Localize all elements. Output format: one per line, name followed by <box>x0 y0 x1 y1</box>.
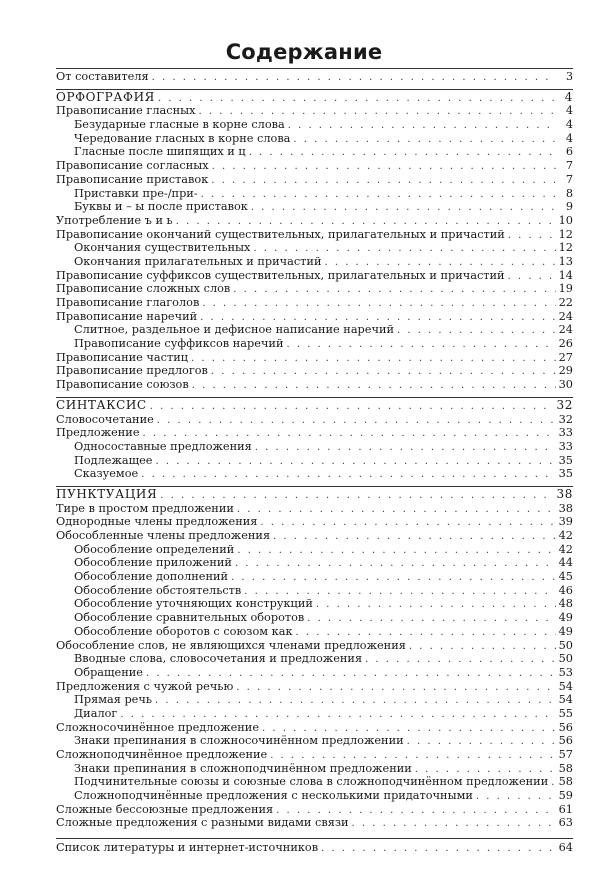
toc-page-number: 4 <box>565 118 573 132</box>
toc-leader-dots <box>160 489 553 503</box>
toc-entry <box>56 775 573 789</box>
toc-leader-dots <box>152 71 556 85</box>
toc-entry <box>56 145 573 159</box>
toc-entry <box>56 173 573 187</box>
toc-entry-title: Предложение <box>56 426 140 440</box>
toc-page-number: 59 <box>558 789 573 803</box>
toc-page-number: 12 <box>558 227 573 241</box>
toc-page-number: 8 <box>565 186 573 200</box>
toc-entry <box>56 241 573 255</box>
toc-entry <box>56 666 573 680</box>
toc-entry-title: ПУНКТУАЦИЯ <box>56 486 158 501</box>
toc-leader-dots <box>365 653 556 667</box>
toc-leader-dots <box>273 530 556 544</box>
toc-entry-title: Окончания существительных <box>74 241 251 255</box>
toc-entry <box>56 515 573 529</box>
toc-page-number: 4 <box>564 89 573 104</box>
toc-leader-dots <box>262 722 556 736</box>
toc-leader-dots <box>200 311 555 325</box>
toc-page-number: 39 <box>558 515 573 529</box>
toc-leader-dots <box>253 242 555 256</box>
toc-group <box>56 397 573 481</box>
toc-leader-dots <box>150 400 554 414</box>
toc-leader-dots <box>276 804 555 818</box>
toc-page-number: 7 <box>565 172 573 186</box>
toc-page-number: 27 <box>558 350 573 364</box>
toc-leader-dots <box>249 146 556 160</box>
toc-page-number: 4 <box>565 104 573 118</box>
toc-entry <box>56 323 573 337</box>
toc-entry-title: СИНТАКСИС <box>56 397 147 412</box>
toc-entry-title: Обособление слов, не являющихся членами предложения <box>56 638 406 652</box>
toc-leader-dots <box>296 626 556 640</box>
toc-entry <box>56 255 573 269</box>
toc-leader-dots <box>233 283 555 297</box>
toc-entry-title: ОРФОГРАФИЯ <box>56 89 155 104</box>
toc-entry-title: Вводные слова, словосочетания и предложения <box>74 652 363 666</box>
toc-page-number: 53 <box>558 665 573 679</box>
toc-entry <box>56 228 573 242</box>
toc-leader-dots <box>141 468 555 482</box>
toc-entry-title: Обособление дополнений <box>74 570 229 584</box>
toc-page-number: 49 <box>558 611 573 625</box>
toc-entry <box>56 200 573 214</box>
toc-entry-title: Правописание союзов <box>56 378 189 392</box>
toc-page-number: 63 <box>558 816 573 830</box>
toc-page-number: 35 <box>558 467 573 481</box>
toc-leader-dots <box>270 749 555 763</box>
toc-page-number: 4 <box>565 131 573 145</box>
toc-entry <box>56 841 573 855</box>
toc-entry-title: Односоставные предложения <box>74 439 252 453</box>
toc-page-number: 56 <box>558 734 573 748</box>
toc-entry-title: Обособление определений <box>74 542 235 556</box>
toc-leader-dots <box>237 544 555 558</box>
toc-page-number: 57 <box>558 748 573 761</box>
toc-entry <box>56 187 573 201</box>
toc-leader-dots <box>231 571 556 585</box>
toc-entry-title: Сложные бессоюзные предложения <box>56 802 274 816</box>
toc-entry <box>56 570 573 584</box>
toc-entry <box>56 639 573 653</box>
toc-entry <box>56 707 573 721</box>
toc-leader-dots <box>316 598 556 612</box>
toc-page-number: 32 <box>556 397 573 412</box>
toc-entry <box>56 70 573 84</box>
toc-entry <box>56 351 573 365</box>
toc-entry <box>56 748 573 762</box>
toc-entry <box>56 132 573 146</box>
toc-entry <box>56 214 573 228</box>
toc-page-number: 38 <box>556 486 573 501</box>
toc-leader-dots <box>157 414 556 428</box>
toc-page-number: 50 <box>558 652 573 666</box>
toc-entry <box>56 269 573 283</box>
toc-page-number: 54 <box>558 693 573 707</box>
toc-entry-title: От составителя <box>56 70 149 83</box>
toc-entry-title: Правописание глаголов <box>56 296 200 309</box>
toc-entry-title: Окончания прилагательных и причастий <box>74 254 322 268</box>
toc-leader-dots <box>508 229 556 243</box>
toc-section-heading <box>56 488 573 502</box>
toc-entry-title: Прямая речь <box>74 693 152 707</box>
toc-entry-title: Правописание окончаний существительных, прилагательных и причастий <box>56 227 505 241</box>
toc-page-number: 32 <box>558 412 573 426</box>
toc-entry-title: Список литературы и интернет-источников <box>56 841 319 855</box>
toc-entry-title: Правописание суффиксов наречий <box>74 337 284 351</box>
toc-entry <box>56 680 573 694</box>
toc-group <box>56 838 573 855</box>
toc-entry <box>56 310 573 324</box>
toc-page-number: 26 <box>558 337 573 351</box>
toc-entry-title: Знаки препинания в сложносочинённом предложении <box>74 734 404 748</box>
toc-group <box>56 486 573 830</box>
toc-entry-title: Правописание гласных <box>56 104 196 118</box>
toc-entry-title: Обособление сравнительных оборотов <box>74 611 305 625</box>
toc-page-number: 42 <box>558 542 573 556</box>
toc-entry-title: Диалог <box>74 706 118 720</box>
toc-entry-title: Подчинительные союзы и союзные слова в сложноподчинённом предложении <box>74 775 549 789</box>
toc-leader-dots <box>212 160 556 174</box>
toc-leader-dots <box>415 763 556 777</box>
toc-page-number: 9 <box>565 200 573 214</box>
toc-entry <box>56 440 573 454</box>
toc-entry-title: Однородные члены предложения <box>56 515 258 529</box>
toc-leader-dots <box>236 681 555 695</box>
toc-entry <box>56 364 573 378</box>
toc-leader-dots <box>409 640 556 654</box>
toc-page-number: 55 <box>558 706 573 720</box>
toc-entry-title: Обособление уточняющих конструкций <box>74 597 313 611</box>
toc-page-number: 33 <box>558 439 573 453</box>
toc-entry <box>56 426 573 440</box>
toc-page-number: 61 <box>558 802 573 816</box>
toc-entry-title: Сложносочинённое предложение <box>56 720 260 734</box>
toc-entry-title: Слитное, раздельное и дефисное написание наречий <box>74 323 394 337</box>
toc-leader-dots <box>407 735 556 749</box>
toc-entry <box>56 721 573 735</box>
toc-entry-title: Правописание согласных <box>56 159 209 173</box>
toc-entry <box>56 734 573 748</box>
toc-leader-dots <box>158 92 556 106</box>
toc-leader-dots <box>120 708 555 722</box>
toc-entry-title: Безударные гласные в корне слова <box>74 118 285 132</box>
toc-leader-dots <box>324 256 555 270</box>
toc-page-number: 64 <box>558 841 573 855</box>
toc-leader-dots <box>321 842 556 856</box>
toc-entry <box>56 693 573 707</box>
toc-entry-title: Тире в простом предложении <box>56 501 234 515</box>
page-title: Содержание <box>225 40 383 64</box>
toc-page-number: 50 <box>558 638 573 652</box>
toc-page-number: 58 <box>558 761 573 775</box>
toc-page-number: 24 <box>558 309 573 323</box>
toc-entry-title: Буквы и – ы после приставок <box>74 200 248 214</box>
toc-group <box>56 68 573 84</box>
toc-page-number: 58 <box>558 775 573 789</box>
toc-entry-title: Обособление обстоятельств <box>74 583 242 597</box>
toc-entry <box>56 104 573 118</box>
toc-entry <box>56 159 573 173</box>
toc-entry-title: Правописание приставок <box>56 172 209 186</box>
toc-page-number: 44 <box>558 556 573 570</box>
toc-leader-dots <box>192 379 556 393</box>
toc-leader-dots <box>476 790 556 804</box>
toc-leader-dots <box>260 516 555 530</box>
toc-leader-dots <box>293 133 556 147</box>
toc-entry-title: Гласные после шипящих и ц <box>74 145 246 159</box>
toc-entry-title: Словосочетание <box>56 412 154 426</box>
toc-entry-title: Сказуемое <box>74 467 139 481</box>
toc-entry <box>56 762 573 776</box>
toc-page-number: 48 <box>558 597 573 611</box>
toc-page-number: 6 <box>565 145 573 159</box>
toc-page-number: 3 <box>565 70 573 83</box>
toc-entry <box>56 118 573 132</box>
toc-leader-dots <box>352 817 556 831</box>
toc-entry <box>56 597 573 611</box>
toc-section-heading <box>56 91 573 105</box>
toc-entry <box>56 584 573 598</box>
toc-entry-title: Правописание сложных слов <box>56 282 231 296</box>
toc-entry <box>56 296 573 310</box>
toc-leader-dots <box>288 119 556 133</box>
toc-leader-dots <box>551 776 555 790</box>
toc-entry-title: Обособленные члены предложения <box>56 529 271 542</box>
toc-entry <box>56 543 573 557</box>
toc-leader-dots <box>235 557 556 571</box>
toc-entry-title: Чередование гласных в корне слова <box>74 131 291 145</box>
toc-page-number: 35 <box>558 453 573 467</box>
toc-entry <box>56 625 573 639</box>
toc-entry-title: Обособление приложений <box>74 556 232 570</box>
toc-leader-dots <box>286 338 555 352</box>
toc-entry-title: Знаки препинания в сложноподчинённом предложении <box>74 761 412 775</box>
toc-page-number: 33 <box>558 426 573 440</box>
toc-leader-dots <box>211 174 556 188</box>
toc-leader-dots <box>191 352 556 366</box>
toc-entry <box>56 803 573 817</box>
toc-leader-dots <box>251 201 556 215</box>
toc-entry-title: Правописание частиц <box>56 350 189 364</box>
toc-page-number: 49 <box>558 624 573 638</box>
toc-entry-title: Предложения с чужой речью <box>56 679 234 693</box>
toc-entry <box>56 337 573 351</box>
toc-page-number: 7 <box>565 159 573 173</box>
toc-entry-title: Обращение <box>74 665 143 679</box>
toc-entry <box>56 467 573 481</box>
toc-page-number: 54 <box>558 679 573 693</box>
toc-entry <box>56 652 573 666</box>
toc-group <box>56 89 573 392</box>
toc-entry <box>56 611 573 625</box>
toc-entry-title: Употребление ъ и ь <box>56 213 173 227</box>
toc-page-number: 14 <box>558 268 573 282</box>
toc-page-number: 45 <box>558 570 573 584</box>
toc-entry-title: Сложные предложения с разными видами связи <box>56 816 349 830</box>
toc-entry <box>56 454 573 468</box>
toc-leader-dots <box>176 215 556 229</box>
toc-leader-dots <box>201 188 556 202</box>
toc-leader-dots <box>307 612 555 626</box>
toc-page-number: 29 <box>558 364 573 378</box>
toc-leader-dots <box>397 324 556 338</box>
toc-entry <box>56 556 573 570</box>
toc-entry-title: Сложноподчинённые предложения с несколькими придаточными <box>74 789 473 803</box>
toc-leader-dots <box>508 270 556 284</box>
toc-entry <box>56 816 573 830</box>
toc-page-number: 38 <box>558 501 573 515</box>
table-of-contents <box>56 68 573 855</box>
toc-entry-title: Подлежащее <box>74 453 153 467</box>
toc-leader-dots <box>143 427 556 441</box>
toc-leader-dots <box>155 455 555 469</box>
toc-entry <box>56 282 573 296</box>
toc-page-number: 22 <box>558 296 573 309</box>
toc-page-number: 13 <box>558 254 573 268</box>
toc-page-number: 42 <box>558 529 573 542</box>
toc-entry-title: Приставки пре-/при- <box>74 186 198 200</box>
toc-entry-title: Сложноподчинённое предложение <box>56 748 268 761</box>
toc-leader-dots <box>237 503 556 517</box>
toc-leader-dots <box>146 667 556 681</box>
toc-entry-title: Правописание предлогов <box>56 364 208 378</box>
toc-leader-dots <box>202 297 555 311</box>
toc-entry <box>56 529 573 543</box>
toc-page-number: 10 <box>558 213 573 227</box>
toc-leader-dots <box>199 105 557 119</box>
toc-page-number: 12 <box>558 241 573 255</box>
toc-entry <box>56 413 573 427</box>
toc-entry <box>56 789 573 803</box>
toc-section-heading <box>56 399 573 413</box>
toc-leader-dots <box>155 694 556 708</box>
toc-entry-title: Правописание суффиксов существительных, прилагательных и причастий <box>56 268 505 282</box>
toc-page-number: 30 <box>558 378 573 392</box>
toc-leader-dots <box>255 441 556 455</box>
toc-entry <box>56 378 573 392</box>
toc-page-number: 24 <box>558 323 573 337</box>
toc-entry <box>56 502 573 516</box>
toc-page-number: 56 <box>558 720 573 734</box>
toc-leader-dots <box>211 365 556 379</box>
toc-page-number: 46 <box>558 583 573 597</box>
toc-leader-dots <box>244 585 555 599</box>
toc-page-number: 19 <box>558 282 573 296</box>
toc-entry-title: Обособление оборотов с союзом как <box>74 624 293 638</box>
toc-entry-title: Правописание наречий <box>56 309 198 323</box>
